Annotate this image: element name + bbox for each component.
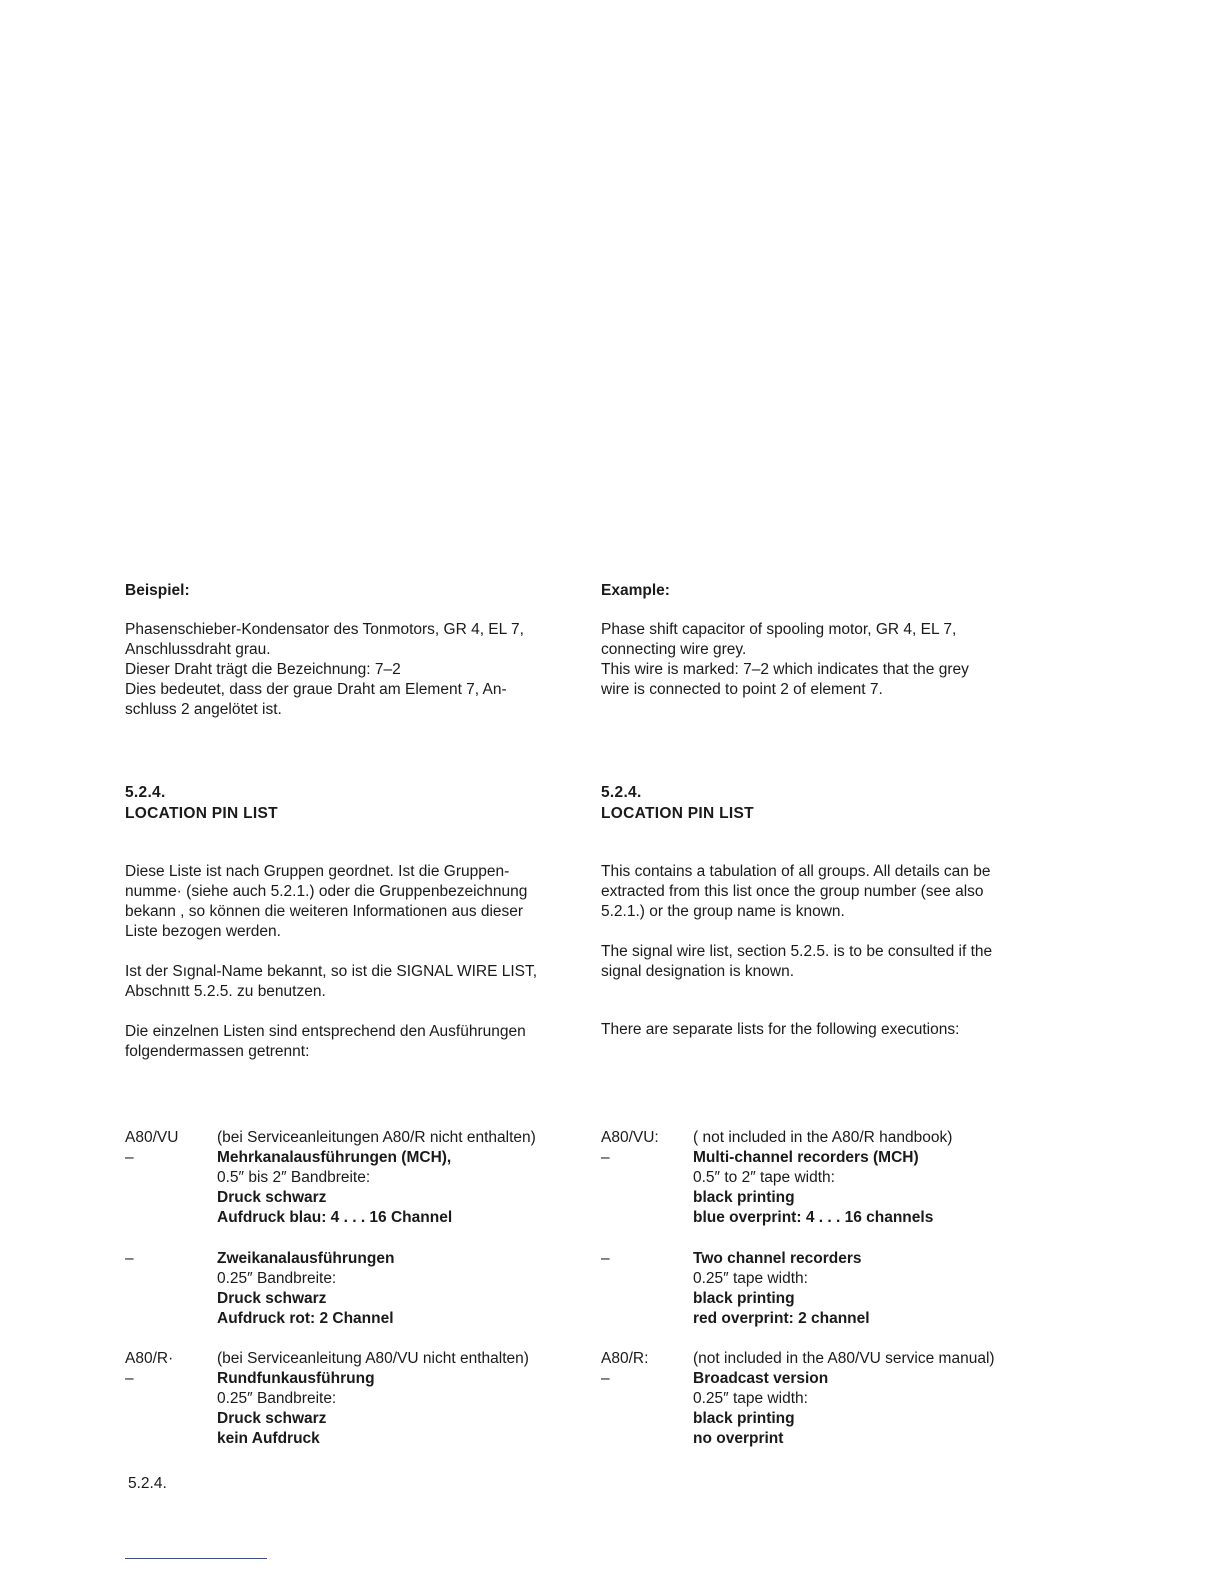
model-key: A80/R·	[125, 1350, 174, 1367]
example-en-line: This wire is marked: 7–2 which indicates that the grey	[601, 661, 969, 678]
example-en-line: connecting wire grey.	[601, 641, 747, 658]
footer-divider	[125, 1558, 267, 1559]
overprint: blue overprint: 4 . . . 16 channels	[693, 1209, 934, 1226]
section-number: 5.2.4.	[125, 784, 166, 801]
overprint: no overprint	[693, 1430, 784, 1447]
section-number: 5.2.4.	[601, 784, 642, 801]
example-de-line: Dieser Draht trägt die Bezeichnung: 7–2	[125, 661, 401, 678]
example-de-line: Anschlussdraht grau.	[125, 641, 271, 658]
example-en-title: Example:	[601, 582, 670, 599]
example-de-title: Beispiel:	[125, 582, 190, 599]
variant-title: Rundfunkausführung	[217, 1370, 375, 1387]
tape-width: 0.25″ Bandbreite:	[217, 1390, 337, 1407]
tape-width: 0.25″ tape width:	[693, 1270, 808, 1287]
lists-en	[601, 1128, 1033, 1458]
dash: –	[125, 1370, 134, 1387]
section-title: LOCATION PIN LIST	[125, 805, 278, 822]
intro-line: Die einzelnen Listen sind entsprechend den Ausführungen	[125, 1023, 526, 1040]
intro-line: bekann , so können die weiteren Informationen aus dieser	[125, 903, 524, 920]
example-en-line: Phase shift capacitor of spooling motor, GR 4, EL 7,	[601, 621, 957, 638]
print-color: black printing	[693, 1290, 795, 1307]
print-color: black printing	[693, 1410, 795, 1427]
model-key: A80/R:	[601, 1350, 649, 1367]
intro-de	[125, 862, 557, 1062]
model-note: ( not included in the A80/R handbook)	[693, 1129, 953, 1146]
dash: –	[125, 1250, 134, 1267]
intro-line: numme· (siehe auch 5.2.1.) oder die Gruppenbezeichnung	[125, 883, 528, 900]
intro-line: Ist der Sıgnal-Name bekannt, so ist die SIGNAL WIRE LIST,	[125, 963, 538, 980]
tape-width: 0.25″ Bandbreite:	[217, 1270, 337, 1287]
intro-line: 5.2.1.) or the group name is known.	[601, 903, 845, 920]
variant-title: Mehrkanalausführungen (MCH),	[217, 1149, 452, 1166]
print-color: black printing	[693, 1189, 795, 1206]
variant-title: Zweikanalausführungen	[217, 1250, 395, 1267]
print-color: Druck schwarz	[217, 1410, 327, 1427]
section-heading-de	[125, 782, 557, 824]
intro-line: folgendermassen getrennt:	[125, 1043, 310, 1060]
print-color: Druck schwarz	[217, 1189, 327, 1206]
intro-line: Abschnıtt 5.2.5. zu benutzen.	[125, 983, 326, 1000]
example-de-line: Phasenschieber-Kondensator des Tonmotors, GR 4, EL 7,	[125, 621, 524, 638]
model-key: A80/VU	[125, 1129, 179, 1146]
overprint: Aufdruck blau: 4 . . . 16 Channel	[217, 1209, 453, 1226]
model-note: (bei Serviceanleitung A80/VU nicht enthalten)	[217, 1350, 529, 1367]
example-en-line: wire is connected to point 2 of element 7.	[601, 681, 883, 698]
overprint: Aufdruck rot: 2 Channel	[217, 1310, 394, 1327]
model-note: (bei Serviceanleitungen A80/R nicht enthalten)	[217, 1129, 536, 1146]
page-reference: 5.2.4.	[128, 1475, 167, 1492]
intro-en	[601, 862, 1033, 1040]
example-de-line: Dies bedeutet, dass der graue Draht am Element 7, An-	[125, 681, 507, 698]
section-heading-en	[601, 782, 1033, 824]
variant-title: Two channel recorders	[693, 1250, 862, 1267]
dash: –	[601, 1370, 610, 1387]
dash: –	[601, 1149, 610, 1166]
section-title: LOCATION PIN LIST	[601, 805, 754, 822]
model-key: A80/VU:	[601, 1129, 659, 1146]
overprint: kein Aufdruck	[217, 1430, 320, 1447]
intro-line: The signal wire list, section 5.2.5. is to be consulted if the	[601, 943, 993, 960]
tape-width: 0.5″ bis 2″ Bandbreite:	[217, 1169, 371, 1186]
variant-title: Multi-channel recorders (MCH)	[693, 1149, 919, 1166]
example-en	[601, 581, 1033, 700]
intro-line: Diese Liste ist nach Gruppen geordnet. Ist die Gruppen-	[125, 863, 510, 880]
intro-line: There are separate lists for the following executions:	[601, 1021, 960, 1038]
tape-width: 0.25″ tape width:	[693, 1390, 808, 1407]
model-note: (not included in the A80/VU service manual)	[693, 1350, 995, 1367]
overprint: red overprint: 2 channel	[693, 1310, 870, 1327]
intro-line: Liste bezogen werden.	[125, 923, 281, 940]
example-de	[125, 581, 557, 720]
dash: –	[125, 1149, 134, 1166]
lists-de	[125, 1128, 557, 1458]
intro-line: This contains a tabulation of all groups. All details can be	[601, 863, 991, 880]
example-de-line: schluss 2 angelötet ist.	[125, 701, 282, 718]
intro-line: extracted from this list once the group number (see also	[601, 883, 984, 900]
intro-line: signal designation is known.	[601, 963, 795, 980]
tape-width: 0.5″ to 2″ tape width:	[693, 1169, 835, 1186]
dash: –	[601, 1250, 610, 1267]
variant-title: Broadcast version	[693, 1370, 829, 1387]
print-color: Druck schwarz	[217, 1290, 327, 1307]
